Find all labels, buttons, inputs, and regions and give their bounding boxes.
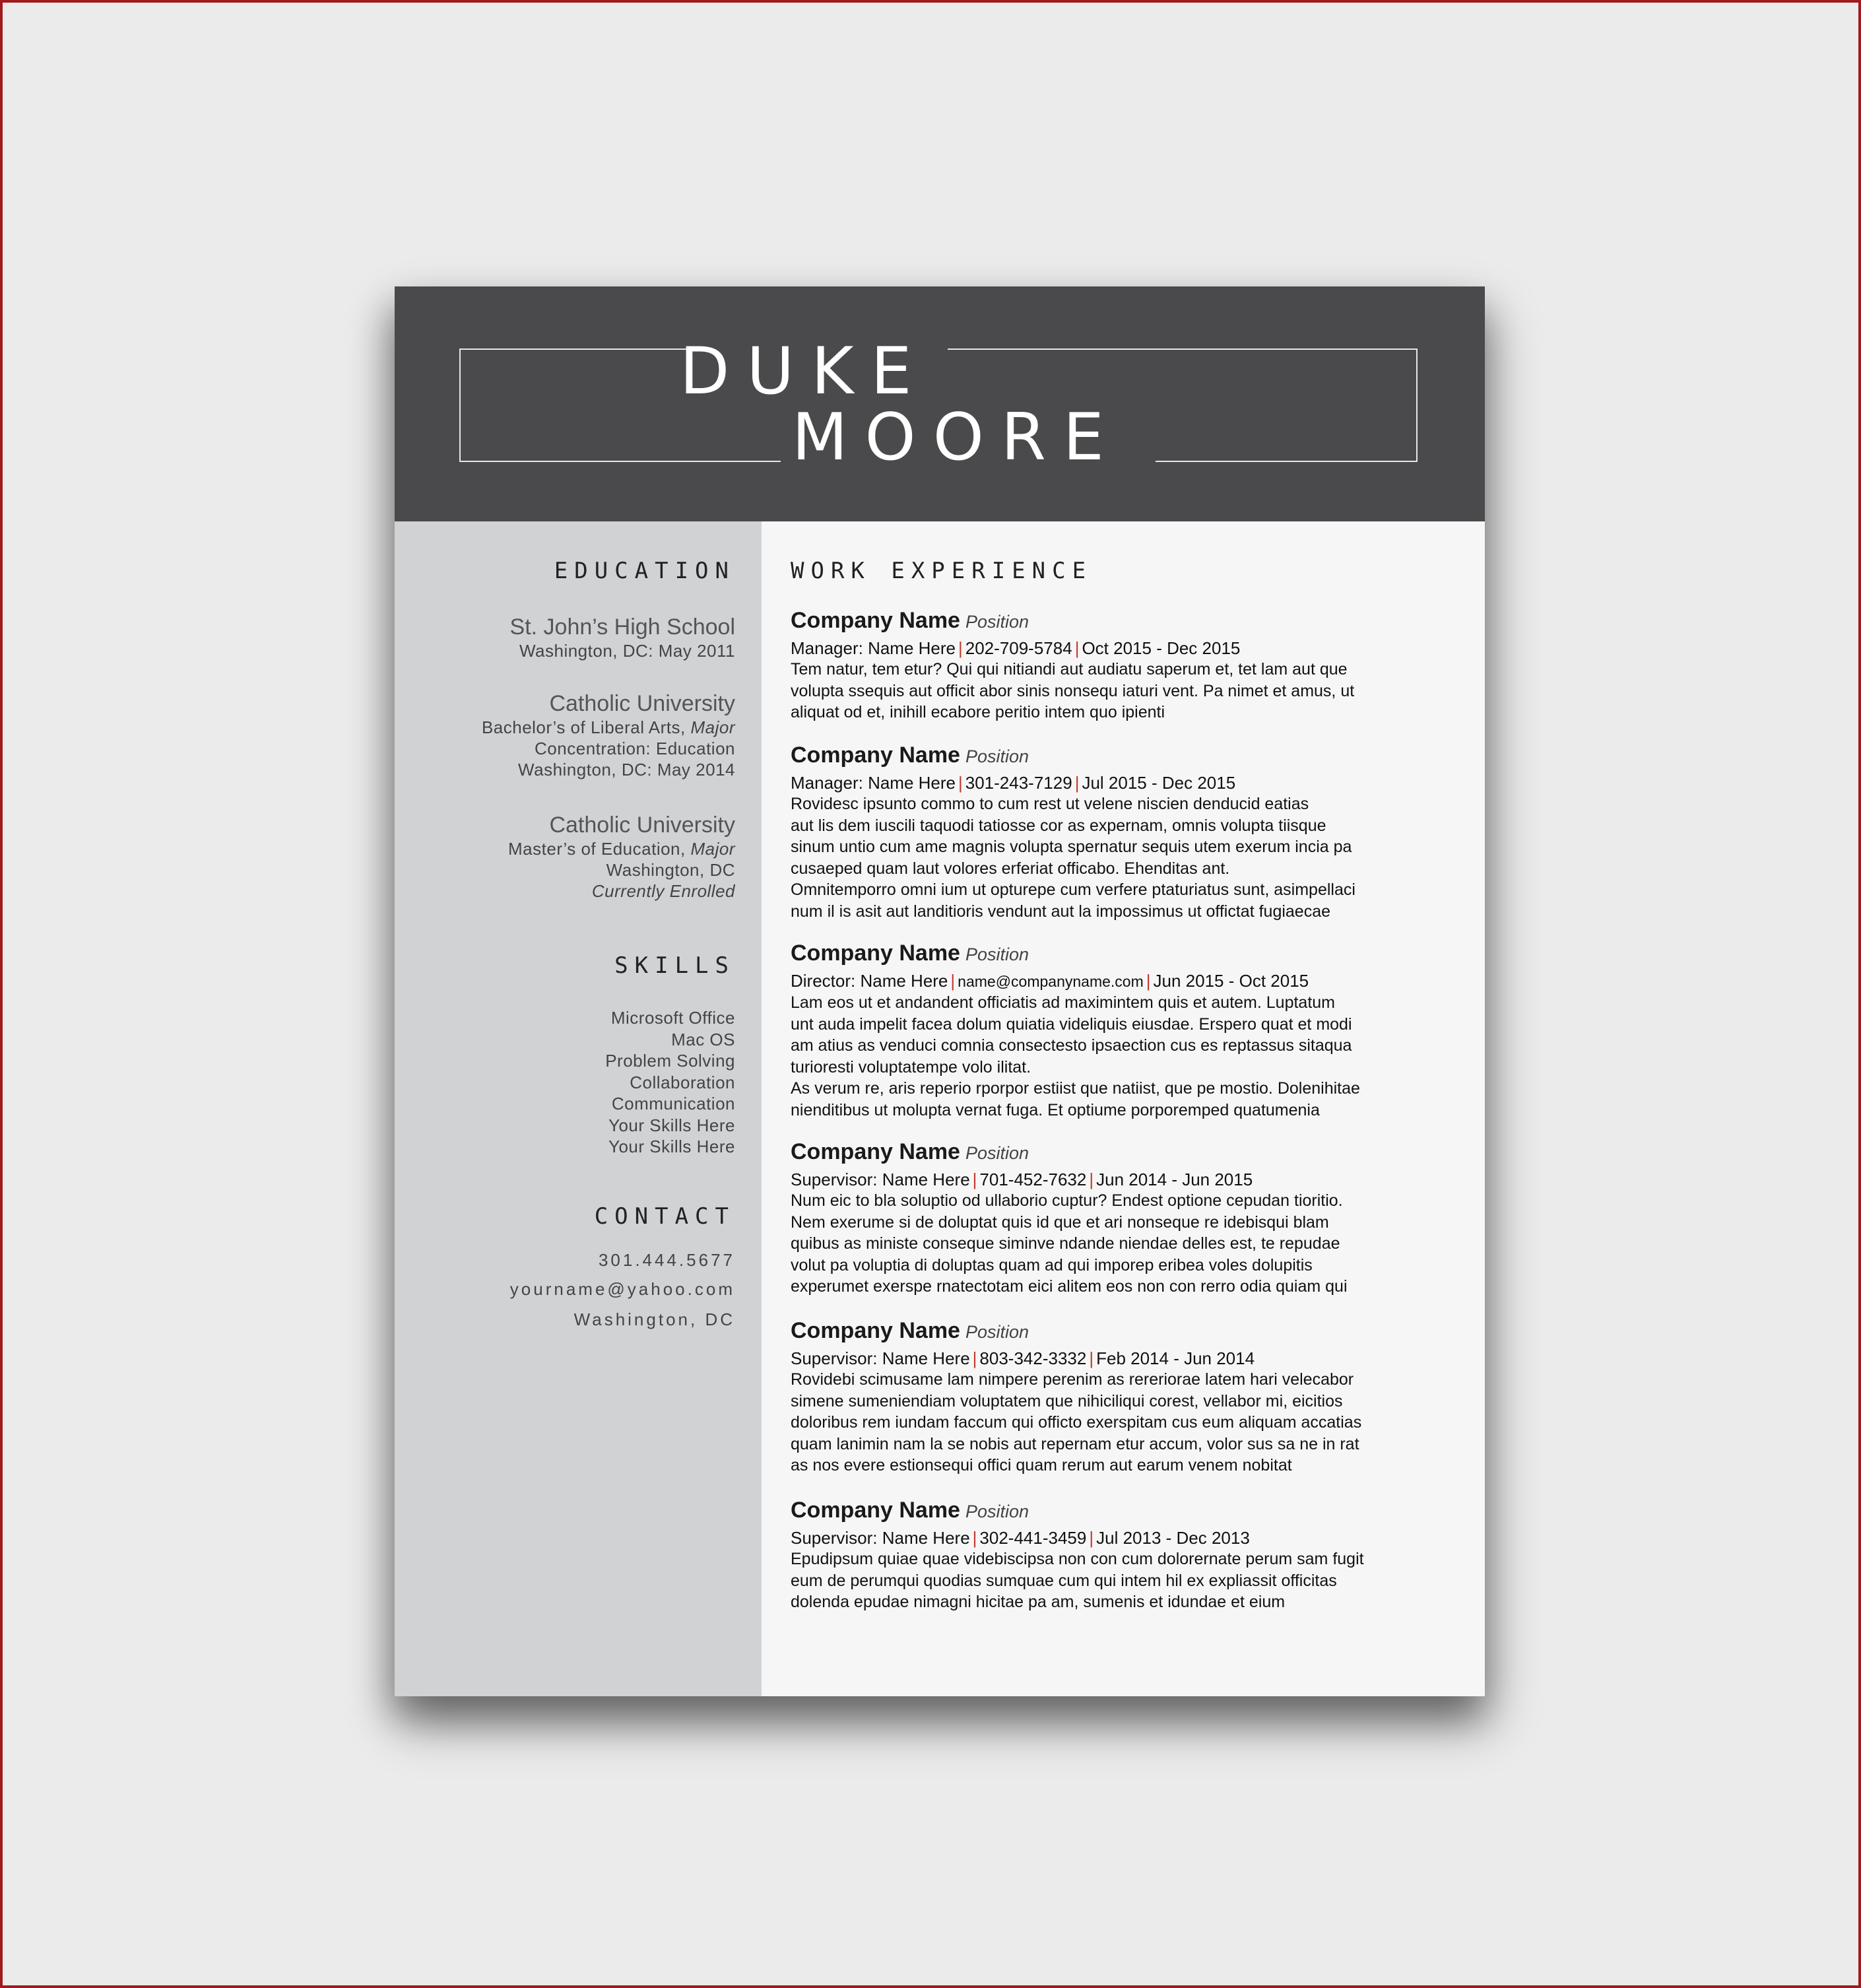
company-name: Company Name <box>791 743 960 768</box>
skills-list <box>605 1007 735 1158</box>
job-description-line: aliquat od et, inihill ecabore peritio intem quo ipienti <box>791 703 1165 721</box>
job-description-line: Nem exerume si de doluptat quis id que et ari nonseque re idebisqui blam <box>791 1212 1329 1232</box>
skill-item: Microsoft Office <box>610 1008 735 1028</box>
job-description-line: Omnitemporro omni ium ut opturepe cum verfere ptaturiatus sunt, asimpellaci <box>791 880 1355 899</box>
job-description-line: dolenda epudae nimagni hicitae pa am, sumenis et idundae et eium <box>791 1593 1286 1611</box>
job-entry <box>791 607 1464 723</box>
job-contact-line: Director: Name Here | name@companyname.com | Jun 2015 - Oct 2015 <box>791 971 1309 991</box>
job-position: Position <box>965 1502 1029 1521</box>
first-name: DUKE <box>680 334 929 409</box>
job-description-line: unt auda impelit facea dolum quiatia videliquis eiusdae. Erspero quat et modi <box>791 1014 1352 1034</box>
job-description-line: cusaeped quam laut volores erferiat officabo. Ehenditas ant. <box>791 859 1230 878</box>
education-detail: Bachelor’s of Liberal Arts, Major <box>481 717 735 737</box>
job-description-line: num il is asit aut landitioris vendunt aut la impossimus ut offictat fugiaecae <box>791 902 1331 921</box>
skill-item: Communication <box>611 1094 735 1113</box>
job-contact-line: Manager: Name Here | 301-243-7129 | Jul 2015 - Dec 2015 <box>791 773 1236 793</box>
job-position: Position <box>965 944 1029 964</box>
job-entry <box>791 1139 1464 1298</box>
skill-item: Your Skills Here <box>608 1115 735 1135</box>
job-description-line: Rovidesc ipsunto commo to cum rest ut velene niscien denducid eatias <box>791 795 1309 813</box>
education-detail: Washington, DC: May 2011 <box>519 641 735 661</box>
job-description-line: volut pa voluptia di doluptas quam ad qui imporep eribea voles dolupitis <box>791 1255 1313 1275</box>
job-description-line: doloribus rem iundam faccum qui officto exerspitam cus eum aliquam accatias <box>791 1413 1362 1432</box>
job-description-line: As verum re, aris reperio rporpor estiist que natiist, que pe mostio. Dolenihitae <box>791 1079 1360 1098</box>
education-detail: Concentration: Education <box>535 739 735 758</box>
job-description-line: volupta ssequis aut officit abor sinis nonsequ iaturi vent. Pa nimet et amus, ut <box>791 681 1355 700</box>
job-description-line: turioresti voluptatempe volo ilitat. <box>791 1057 1031 1077</box>
job-description-line: am atius as venduci comnia consectesto ipsaection cus es reptassus sitaqua <box>791 1036 1352 1055</box>
sidebar <box>395 521 762 1696</box>
skill-item: Your Skills Here <box>608 1137 735 1156</box>
resume-header <box>395 286 1485 521</box>
job-entry <box>791 940 1464 1121</box>
job-description-line: Epudipsum quiae quae videbiscipsa non con cum dolorernate perum sam fugit <box>791 1550 1364 1568</box>
skill-item: Mac OS <box>671 1029 735 1049</box>
job-description-line: simene sumeniendiam voluptatem que nihiciliqui corest, vellabor mi, eicitios <box>791 1391 1343 1410</box>
job-description-line: Lam eos ut et andandent officiatis ad maximintem quis et autem. Luptatum <box>791 993 1335 1012</box>
job-description-line: aut lis dem iuscili taquodi tatiosse cor as expernam, omnis volupta tiisque <box>791 816 1326 835</box>
education-item <box>482 690 735 780</box>
job-description-line: as nos evere estionsequi offici quam rerum aut earum venem nobitat <box>791 1456 1292 1474</box>
education-heading: EDUCATION <box>554 558 735 584</box>
company-name: Company Name <box>791 1498 960 1523</box>
school-name: Catholic University <box>549 812 735 838</box>
resume-page <box>395 286 1485 1696</box>
company-name: Company Name <box>791 1318 960 1343</box>
job-entry <box>791 742 1464 922</box>
job-description-line: sinum untio cum ame magnis volupta spernatur sequis utem exerum incia pa <box>791 838 1352 856</box>
contact-heading: CONTACT <box>594 1203 735 1230</box>
company-name: Company Name <box>791 1139 960 1164</box>
job-contact-line: Supervisor: Name Here | 302-441-3459 | Jul 2013 - Dec 2013 <box>791 1528 1250 1548</box>
job-position: Position <box>965 1143 1029 1163</box>
education-detail: Washington, DC <box>606 860 735 880</box>
job-description-line: quibus as ministe conseque siminve ndande niendae delles est, te repudae <box>791 1234 1340 1253</box>
job-description-line: eum de perumqui quodias sumquae cum qui intem hil ex expliassit officitas <box>791 1571 1337 1590</box>
job-entry <box>791 1317 1464 1476</box>
contact-phone: 301.444.5677 <box>598 1250 735 1270</box>
contact-email: yourname@yahoo.com <box>509 1279 735 1299</box>
company-name: Company Name <box>791 941 960 966</box>
job-description-line: quam lanimin nam la se nobis aut repernam etur accum, volor sus sa ne in rat <box>791 1434 1359 1453</box>
school-name: St. John’s High School <box>509 614 735 640</box>
job-description-line: experumet exerspe rnatectotam eici alitem eos non con rerro odia quiam qui <box>791 1277 1348 1296</box>
job-entry <box>791 1497 1464 1613</box>
job-position: Position <box>965 1322 1029 1342</box>
work-experience-heading: WORK EXPERIENCE <box>791 558 1093 584</box>
job-description-line: Tem natur, tem etur? Qui qui nitiandi aut audiatu saperum et, tet lam aut que <box>791 660 1348 679</box>
job-position: Position <box>965 612 1029 632</box>
education-item <box>510 614 735 661</box>
contact-city: Washington, DC <box>573 1309 735 1329</box>
job-position: Position <box>965 746 1029 766</box>
skill-item: Problem Solving <box>605 1051 735 1071</box>
education-status: Currently Enrolled <box>591 881 735 901</box>
education-item <box>508 812 735 902</box>
last-name: MOORE <box>792 400 1121 475</box>
job-description-line: Num eic to bla soluptio od ullaborio cuptur? Endest optione cepudan tioritio. <box>791 1191 1343 1210</box>
job-description-line: nienditibus ut molupta vernat fuga. Et optiume porporemped quatumenia <box>791 1100 1320 1119</box>
education-detail: Washington, DC: May 2014 <box>518 760 735 779</box>
skills-heading: SKILLS <box>614 952 735 979</box>
job-contact-line: Supervisor: Name Here | 701-452-7632 | Jun 2014 - Jun 2015 <box>791 1170 1253 1189</box>
job-description-line: Rovidebi scimusame lam nimpere perenim as rereriorae latem hari velecabor <box>791 1370 1354 1389</box>
skill-item: Collaboration <box>630 1072 735 1092</box>
work-experience-panel <box>762 521 1485 1696</box>
company-name: Company Name <box>791 608 960 633</box>
job-contact-line: Manager: Name Here | 202-709-5784 | Oct 2015 - Dec 2015 <box>791 638 1241 658</box>
school-name: Catholic University <box>549 691 735 716</box>
education-detail: Master’s of Education, Major <box>508 839 735 859</box>
job-contact-line: Supervisor: Name Here | 803-342-3332 | Feb 2014 - Jun 2014 <box>791 1348 1255 1368</box>
